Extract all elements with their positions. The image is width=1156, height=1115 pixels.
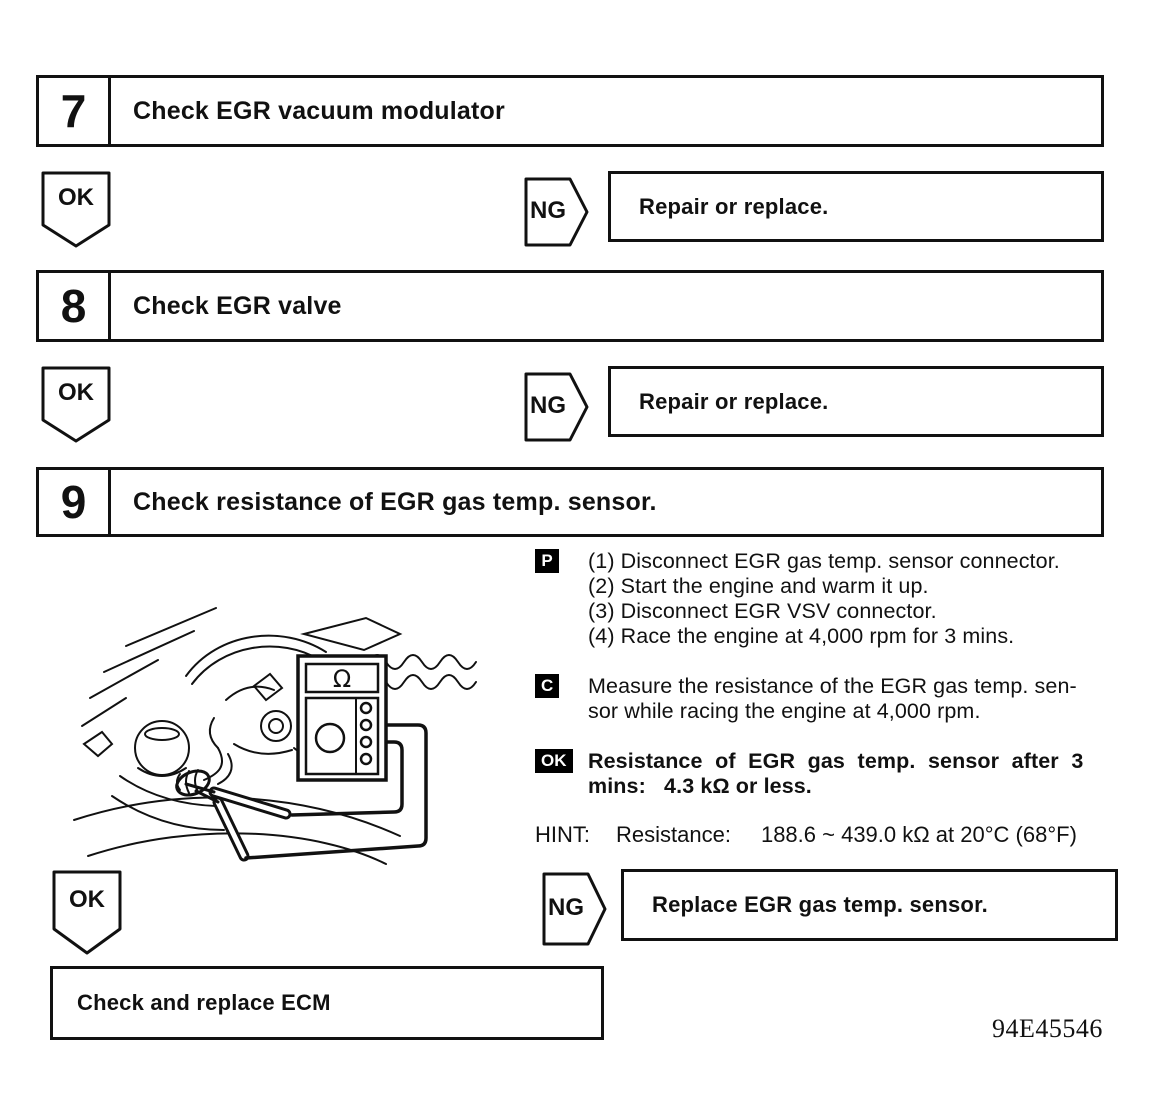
step-7-title: Check EGR vacuum modulator: [133, 96, 505, 125]
hint-value: 188.6 ~ 439.0 kΩ at 20°C (68°F): [760, 822, 1077, 847]
ok-label: OK: [58, 379, 94, 406]
reservoir-cap: [145, 728, 179, 740]
sketch-line: [210, 718, 218, 748]
ng-label: NG: [530, 392, 566, 419]
ng-result-step9-text: Replace EGR gas temp. sensor.: [652, 892, 988, 917]
prepare-item-1: (1) Disconnect EGR gas temp. sensor connector.: [588, 549, 1060, 573]
step-7-number: 7: [39, 78, 111, 144]
prepare-item-2: (2) Start the engine and warm it up.: [588, 574, 929, 598]
ok-connector-step9: [51, 869, 123, 957]
step-8-number: 8: [39, 273, 111, 339]
ng-result-step8: [608, 366, 1104, 437]
pulley: [261, 711, 291, 741]
prepare-items: [588, 549, 1108, 649]
sketch-line: [234, 744, 292, 754]
air-cleaner: [304, 618, 400, 650]
ng-result-step9: [621, 869, 1118, 941]
ng-connector-step7: [523, 176, 591, 248]
hint-row: [535, 822, 1077, 848]
spec-line-1: Resistance of EGR gas temp. sensor after 3: [588, 749, 1084, 773]
engine-illustration: [68, 598, 538, 880]
engine-illustration-svg: [68, 598, 538, 880]
ng-label: NG: [530, 197, 566, 224]
spec-text: [588, 749, 1108, 799]
check-text: [588, 674, 1108, 724]
prepare-tag: P: [535, 549, 559, 573]
step-9-number: 9: [39, 470, 111, 534]
ng-connector-step8: [523, 371, 591, 443]
sketch-line: [126, 608, 216, 646]
spec-tag: OK: [535, 749, 573, 773]
step-9-title: Check resistance of EGR gas temp. sensor.: [133, 487, 657, 516]
ecm-box: [50, 966, 604, 1040]
step-8-title: Check EGR valve: [133, 291, 342, 320]
step-8-box: [36, 270, 1104, 342]
spec-line-2: mins: 4.3 kΩ or less.: [588, 774, 812, 798]
sketch-line: [82, 698, 126, 726]
ng-result-step8-text: Repair or replace.: [639, 388, 829, 414]
check-line-1: Measure the resistance of the EGR gas temp. sen-: [588, 674, 1077, 698]
sketch-line: [90, 660, 158, 698]
ng-result-step7-text: Repair or replace.: [639, 193, 829, 219]
ng-connector-step9: [541, 871, 609, 947]
ng-label: NG: [548, 894, 584, 921]
ohm-symbol-icon: Ω: [332, 665, 352, 693]
check-line-2: sor while racing the engine at 4,000 rpm.: [588, 699, 981, 723]
page-code: 94E45546: [992, 1014, 1103, 1043]
sketch-line: [226, 687, 274, 700]
sketch-shape: [84, 732, 112, 756]
ng-result-step7: [608, 171, 1104, 242]
hint-label: HINT:: [535, 822, 590, 847]
step-7-box: [36, 75, 1104, 147]
check-tag: C: [535, 674, 559, 698]
hint-item: Resistance:: [616, 822, 731, 847]
pulley-hub: [269, 719, 283, 733]
sketch-line: [112, 796, 224, 830]
ok-connector-step7: [40, 170, 112, 250]
reservoir: [135, 721, 189, 775]
prepare-item-4: (4) Race the engine at 4,000 rpm for 3 mins.: [588, 624, 1015, 648]
ecm-box-text: Check and replace ECM: [77, 990, 331, 1015]
prepare-item-3: (3) Disconnect EGR VSV connector.: [588, 599, 937, 623]
ok-connector-step8: [40, 365, 112, 445]
ok-label: OK: [69, 886, 105, 913]
ok-label: OK: [58, 184, 94, 211]
step-9-box: [36, 467, 1104, 537]
